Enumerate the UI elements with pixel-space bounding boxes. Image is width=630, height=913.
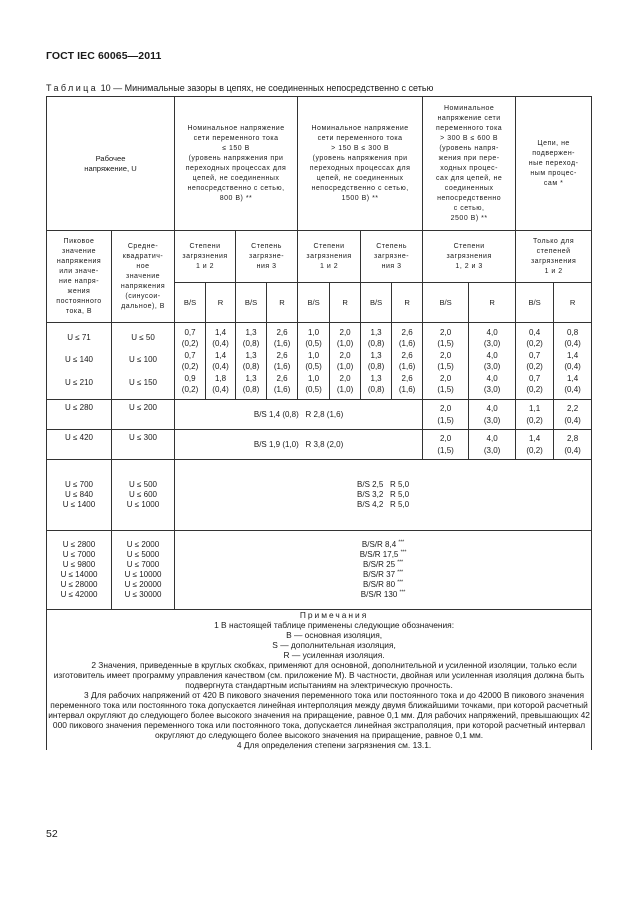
note-1: 1 В настоящей таблице применены следующие обозначения: — [214, 620, 455, 630]
value-cell: 1,4 (0,4) 1,4 (0,4) 1,8 (0,4) — [206, 323, 236, 400]
value-cell: 2,0 (1,5) — [423, 400, 469, 430]
table-row-c — [47, 430, 592, 460]
deg12-header: Степени загрязнения 1 и 2 — [298, 231, 361, 283]
bs-header: B/S — [423, 283, 469, 323]
table-row-b — [47, 400, 592, 430]
note-4: 4 Для определения степени загрязнения см. 13.1. — [236, 740, 432, 750]
table-row-e — [47, 531, 592, 610]
bs-header: B/S — [516, 283, 554, 323]
value-cell: 2,6 (1,6) 2,6 (1,6) 2,6 (1,6) — [392, 323, 423, 400]
r-header: R — [267, 283, 298, 323]
merged-value-cell: B/S 2,5 R 5,0 B/S 3,2 R 5,0 B/S 4,2 R 5,0 — [175, 460, 592, 531]
table-row-d — [47, 460, 592, 531]
note-3: 3 Для рабочих напряжений от 420 В пикового значения переменного тока или постоянного тока и до 42000 В пикового значения переменного тока или постоянного тока допускается линейная интерполяция между двумя ближайшими точками, при которой расчетный интервал округляют до следующего более высокого значения на приращение, равное 0,1 мм. Для рабочих напряжений, превышающих 42 000 пикового значения переменного тока или постоянного тока, допускается линейная экстраполяция, при которой расчетный интервал округляют до следующего более высокого значения на приращение, равное 0,1 мм. — [48, 690, 590, 740]
peak-header: Пиковое значение напряжения или значе- ние напря- жения постоянного тока, В — [47, 231, 112, 323]
col3-header: Номинальное напряжение сети переменного тока > 300 В ≤ 600 В (уровень напря- жения при пере- ходных процес- сах для цепей, не соединенных непосредственно с сетью, 2500 В) ** — [423, 97, 516, 231]
notes-row — [47, 610, 592, 751]
header-row-1 — [47, 97, 592, 231]
value-cell: 1,1 (0,2) — [516, 400, 554, 430]
deg12-header: Степени загрязнения 1 и 2 — [175, 231, 236, 283]
r-header: R — [392, 283, 423, 323]
peak-cell: U ≤ 700 U ≤ 840 U ≤ 1400 — [47, 460, 112, 531]
value-cell: 2,0 (1,5) — [423, 430, 469, 460]
bs-header: B/S — [361, 283, 392, 323]
table-row-a — [47, 323, 592, 400]
rms-header: Средне- квадратич- ное значение напряжения (синусои- дальное), В — [112, 231, 175, 323]
peak-cell: U ≤ 2800 U ≤ 7000 U ≤ 9800 U ≤ 14000 U ≤ 28000 U ≤ 42000 — [47, 531, 112, 610]
deg3-header: Степень загрязне- ния 3 — [361, 231, 423, 283]
working-voltage-header: Рабочее напряжение, U — [47, 97, 175, 231]
deg123-header: Степени загрязнения 1, 2 и 3 — [423, 231, 516, 283]
caption-prefix: Таблица — [46, 83, 99, 93]
header-row-2 — [47, 231, 592, 283]
r-header: R — [554, 283, 592, 323]
merged-value-cell: B/S 1,9 (1,0) R 3,8 (2,0) — [175, 430, 423, 460]
peak-cell: U ≤ 280 — [47, 400, 112, 430]
rms-cell: U ≤ 500 U ≤ 600 U ≤ 1000 — [112, 460, 175, 531]
bs-header: B/S — [175, 283, 206, 323]
rms-cell: U ≤ 2000 U ≤ 5000 U ≤ 7000 U ≤ 10000 U ≤ 20000 U ≤ 30000 — [112, 531, 175, 610]
col4-header: Цепи, не подвержен- ные переход- ным процес- сам * — [516, 97, 592, 231]
value-cell: 0,7 (0,2) 0,7 (0,2) 0,9 (0,2) — [175, 323, 206, 400]
peak-cell: U ≤ 420 — [47, 430, 112, 460]
value-cell: 1,0 (0,5) 1,0 (0,5) 1,0 (0,5) — [298, 323, 330, 400]
col2-header: Номинальное напряжение сети переменного тока > 150 В ≤ 300 В (уровень напряжения при переходных процессах для цепей, не соединенных непосредственно с сетью, 1500 В) ** — [298, 97, 423, 231]
caption-text: 10 — Минимальные зазоры в цепях, не соединенных непосредственно с сетью — [98, 83, 434, 93]
rms-cell: U ≤ 50 U ≤ 100 U ≤ 150 — [112, 323, 175, 400]
r-header: R — [206, 283, 236, 323]
clearance-table — [46, 96, 592, 750]
value-cell: 4,0 (3,0) — [469, 430, 516, 460]
note-b: B — основная изоляция, — [286, 630, 383, 640]
page-number: 52 — [46, 828, 58, 840]
note-2: 2 Значения, приведенные в круглых скобках, применяют для основной, дополнительной и усиленной изоляции, только если изготовитель имеет программу управления качеством (см. приложение М). В частности, двойная или усиленная изоляция должна быть подвергнута стандартным испытаниям на электрическую прочность. — [53, 660, 585, 690]
value-cell: 1,4 (0,2) — [516, 430, 554, 460]
notes-cell — [47, 610, 592, 751]
value-cell: 2,0 (1,0) 2,0 (1,0) 2,0 (1,0) — [330, 323, 361, 400]
deg3-header: Степень загрязне- ния 3 — [236, 231, 298, 283]
value-cell: 4,0 (3,0) — [469, 400, 516, 430]
note-s: S — дополнительная изоляция, — [272, 640, 396, 650]
value-cell: 2,8 (0,4) — [554, 430, 592, 460]
r-header: R — [330, 283, 361, 323]
col1-header: Номинальное напряжение сети переменного тока ≤ 150 В (уровень напряжения при переходных процессах для цепей, не соединенных непосредственно с сетью, 800 В) ** — [175, 97, 298, 231]
rms-cell: U ≤ 200 — [112, 400, 175, 430]
value-cell: 0,4 (0,2) 0,7 (0,2) 0,7 (0,2) — [516, 323, 554, 400]
rms-cell: U ≤ 300 — [112, 430, 175, 460]
table-caption — [46, 83, 433, 93]
peak-cell: U ≤ 71 U ≤ 140 U ≤ 210 — [47, 323, 112, 400]
merged-value-cell: B/S 1,4 (0,8) R 2,8 (1,6) — [175, 400, 423, 430]
document-header: ГОСТ IEC 60065—2011 — [46, 50, 162, 62]
value-cell: 2,0 (1,5) 2,0 (1,5) 2,0 (1,5) — [423, 323, 469, 400]
value-cell: 2,6 (1,6) 2,6 (1,6) 2,6 (1,6) — [267, 323, 298, 400]
note-r: R — усиленная изоляция. — [283, 650, 385, 660]
value-cell: 1,3 (0,8) 1,3 (0,8) 1,3 (0,8) — [361, 323, 392, 400]
bs-header: B/S — [236, 283, 267, 323]
value-cell: 4,0 (3,0) 4,0 (3,0) 4,0 (3,0) — [469, 323, 516, 400]
merged-value-cell: B/S/R 8,4 *** B/S/R 17,5 *** B/S/R 25 *** B/S/R 37 *** B/S/R 80 *** B/S/R 130 *** — [175, 531, 592, 610]
value-cell: 1,3 (0,8) 1,3 (0,8) 1,3 (0,8) — [236, 323, 267, 400]
notes-title: Примечания — [299, 610, 369, 620]
bs-header: B/S — [298, 283, 330, 323]
value-cell: 0,8 (0,4) 1,4 (0,4) 1,4 (0,4) — [554, 323, 592, 400]
value-cell: 2,2 (0,4) — [554, 400, 592, 430]
only12-header: Только для степеней загрязнения 1 и 2 — [516, 231, 592, 283]
r-header: R — [469, 283, 516, 323]
